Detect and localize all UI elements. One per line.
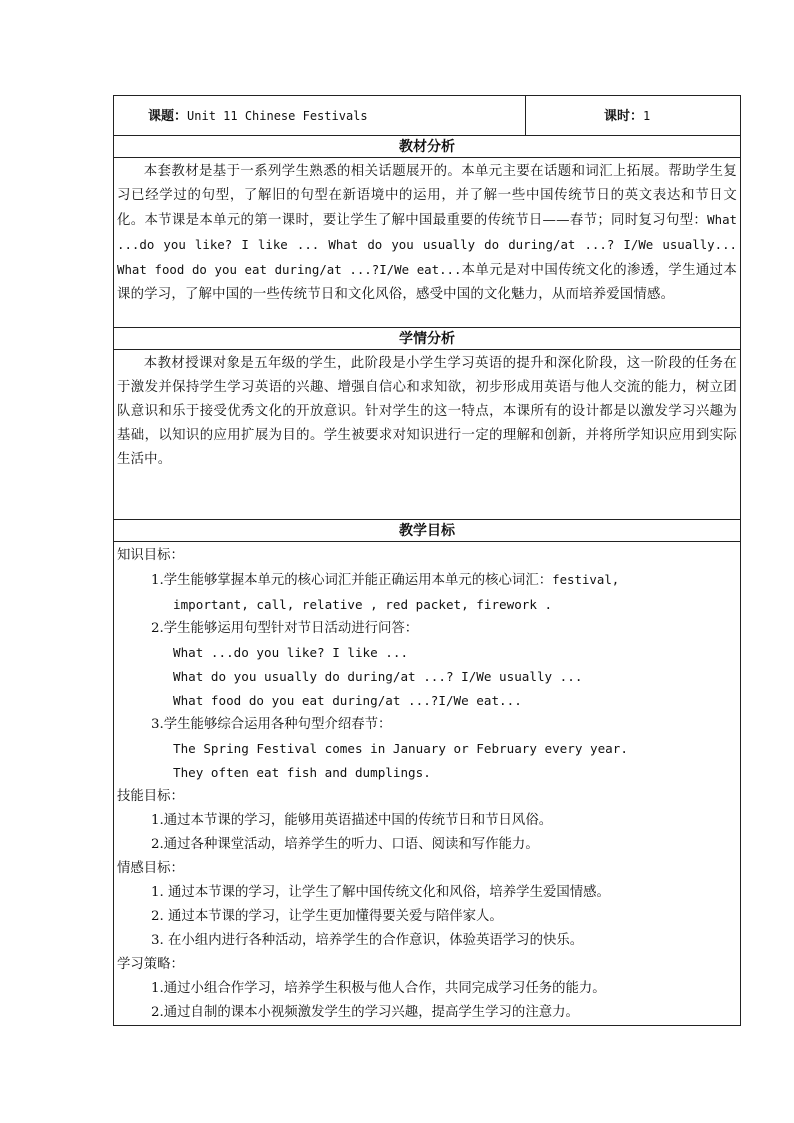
sentence-pattern-3: What food do you eat during/at ...?I/We eat...: [173, 693, 522, 708]
sentence-pattern-2: What do you usually do during/at ...? I/We usually ...: [173, 669, 583, 684]
section-heading-teaching-objectives: 教学目标: [114, 520, 740, 542]
section-heading-student-analysis: 学情分析: [114, 328, 740, 350]
textbook-analysis-paragraph: [114, 158, 740, 307]
knowledge-item-1-text: 1.学生能够掌握本单元的核心词汇并能正确运用本单元的核心词汇：: [151, 573, 553, 588]
emotion-item-2: 2. 通过本节课的学习，让学生更加懂得要关爱与陪伴家人。: [151, 909, 503, 924]
strategy-item-1: 1.通过小组合作学习，培养学生积极与他人合作，共同完成学习任务的能力。: [151, 981, 606, 996]
textbook-analysis-tail: 本单元是对中国传统文化的渗透，学生通过本课的学习，了解中国的一些传统节日和文化风俗，感受中国的文化魅力，从而培养爱国情感。: [117, 263, 738, 302]
knowledge-item-3: 3.学生能够综合运用各种句型介绍春节：: [151, 717, 392, 732]
skill-item-1: 1.通过本节课的学习，能够用英语描述中国的传统节日和节日风俗。: [151, 813, 553, 828]
topic-cell: [114, 96, 526, 135]
knowledge-item-1: [117, 568, 737, 593]
textbook-analysis-text: 本套教材是基于一系列学生熟悉的相关话题展开的。本单元主要在话题和词汇上拓展。帮助学生复习已经学过的句型，了解旧的句型在新语境中的运用，并了解一些中国传统节日的英文表达和节日文化。本节课是本单元的第一课时，要让学生了解中国最重要的传统节日——春节；同时复习句型：: [117, 164, 737, 228]
title-row: [114, 96, 740, 136]
textbook-analysis-body: [114, 158, 740, 328]
lesson-plan-page: [113, 95, 741, 1026]
section-heading-textbook-analysis: 教材分析: [114, 136, 740, 158]
knowledge-title: 知识目标：: [117, 548, 184, 563]
teaching-objectives-body: [114, 542, 740, 1025]
skill-title: 技能目标：: [117, 789, 184, 804]
strategy-item-2: 2.通过自制的课本小视频激发学生的学习兴趣，提高学生学习的注意力。: [151, 1005, 579, 1020]
spring-festival-sentence-1: The Spring Festival comes in January or February every year.: [173, 741, 628, 756]
period-cell: [526, 96, 740, 135]
sentence-pattern-1: What ...do you like? I like ...: [173, 645, 409, 660]
topic-label: 课题：: [148, 109, 188, 124]
skill-item-2: 2.通过各种课堂活动，培养学生的听力、口语、阅读和写作能力。: [151, 837, 539, 852]
knowledge-item-2: 2.学生能够运用句型针对节日活动进行问答：: [151, 621, 419, 636]
period-label: 课时：: [604, 109, 644, 124]
knowledge-item-1-words: important, call, relative , red packet, firework .: [173, 597, 553, 612]
emotion-item-1: 1. 通过本节课的学习，让学生了解中国传统文化和风俗，培养学生爱国情感。: [151, 885, 610, 900]
period-value: 1: [643, 109, 651, 123]
spring-festival-sentence-2: They often eat fish and dumplings.: [173, 765, 431, 780]
emotion-item-3: 3. 在小组内进行各种活动，培养学生的合作意识，体验英语学习的快乐。: [151, 933, 584, 948]
knowledge-item-1-word: festival,: [552, 572, 620, 587]
textbook-analysis-patterns: What ...do you like? I like ... What do you usually do during/at ...? I/We usually... What food do you eat during/at ...?I/We eat...: [117, 212, 737, 277]
topic-value: Unit 11 Chinese Festivals: [187, 109, 368, 123]
lesson-plan-table: [113, 95, 741, 1026]
student-analysis-paragraph: 本教材授课对象是五年级的学生，此阶段是小学生学习英语的提升和深化阶段，这一阶段的任务在于激发并保持学生学习英语的兴趣、增强自信心和求知欲，初步形成用英语与他人交流的能力，树立团队意识和乐于接受优秀文化的开放意识。针对学生的这一特点，本课所有的设计都是以激发学习兴趣为基础，以知识的应用扩展为目的。学生被要求对知识进行一定的理解和创新，并将所学知识应用到实际生活中。: [117, 356, 737, 467]
strategy-title: 学习策略：: [117, 957, 184, 972]
student-analysis-body: [114, 350, 740, 520]
emotion-title: 情感目标：: [117, 861, 184, 876]
